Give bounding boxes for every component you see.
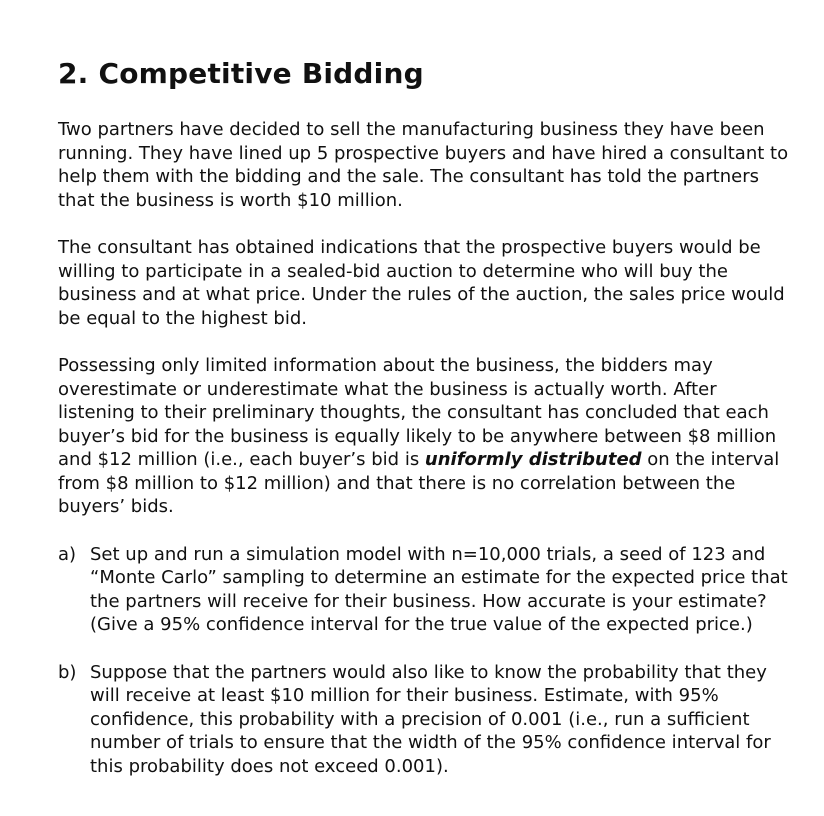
question-a — [58, 543, 798, 637]
question-b-text: Suppose that the partners would also like to know the probability that they will receive at least $10 million for their business. Estimate, with 95% confidence, this probability with a precision of 0.001 (i.e., run a sufficient number of trials to ensure that the width of the 95% confidence interval for this probability does not exceed 0.001). — [90, 661, 771, 777]
emphasis-uniformly-distributed: uniformly distributed — [424, 449, 642, 470]
paragraph-bid-distribution — [58, 354, 798, 519]
paragraph-bid-distribution-before: Possessing only limited information about the business, the bidders may overestimate or underestimate what the business is actually worth. After listening to their preliminary thoughts, the consultant has concluded that each buyer’s bid for the business is equally likely to be anywhere between $8 million and $12 million (i.e., each buyer’s bid is — [58, 355, 777, 470]
question-b — [58, 661, 798, 779]
question-a-letter: a) — [58, 543, 77, 565]
document-page — [58, 56, 798, 802]
paragraph-intro: Two partners have decided to sell the manufacturing business they have been running. They have lined up 5 prospective buyers and have hired a consultant to help them with the bidding and the sale. The consultant has told the partners that the business is worth $10 million. — [58, 119, 789, 211]
paragraph-bid-distribution-after: on the interval from $8 million to $12 million) and that there is no correlation between the buyers’ bids. — [58, 449, 780, 517]
question-a-text: Set up and run a simulation model with n=10,000 trials, a seed of 123 and “Monte Carlo” sampling to determine an estimate for the expected price that the partners will receive for their business. How accurate is your estimate? (Give a 95% confidence interval for the true value of the expected price.) — [90, 543, 788, 635]
paragraph-auction-rules: The consultant has obtained indications that the prospective buyers would be willing to participate in a sealed-bid auction to determine who will buy the business and at what price. Under the rules of the auction, the sales price would be equal to the highest bid. — [58, 237, 785, 329]
section-title: 2. Competitive Bidding — [58, 57, 424, 90]
question-b-letter: b) — [58, 661, 77, 683]
